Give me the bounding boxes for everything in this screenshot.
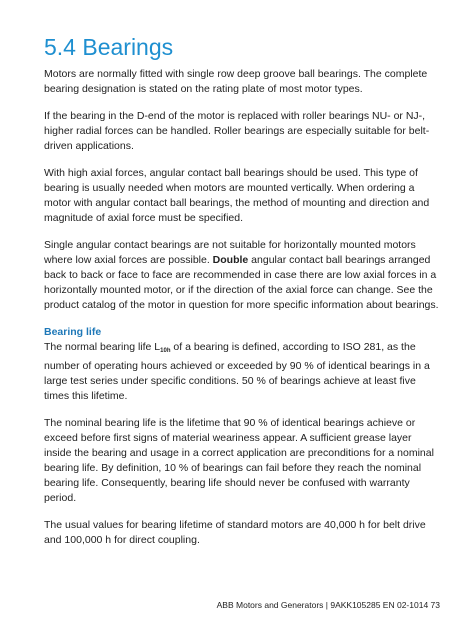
paragraph-double-bearings-end: angular contact ball bearings arranged back to back or face to face are recommended in case there are low axial forces in a horizontally mounted motor, or if the direction of the axial force can change. See the product catalog of the motor in question for more specific information about bearings. xyxy=(44,254,439,311)
bearing-life-subscript: 10h xyxy=(160,348,171,354)
page-footer: ABB Motors and Generators | 9AKK105285 EN 02-1014 73 xyxy=(216,600,440,610)
paragraph-double-bearings-start: Single angular contact bearings are not suitable for horizontally mounted motors where low axial forces are possible. xyxy=(44,239,416,266)
bearing-life-definition-start: The normal bearing life L xyxy=(44,341,161,353)
paragraph-double-bearings xyxy=(44,238,440,313)
bearing-life-heading: Bearing life xyxy=(44,326,102,338)
paragraph-angular-contact: With high axial forces, angular contact ball bearings should be used. This type of bearing is usually needed when motors are mounted vertically. When ordering a motor with angular contact ball bearings, the method of mounting and direction and magnitude of axial force must be specified. xyxy=(44,167,430,224)
document-body xyxy=(44,67,440,560)
paragraph-nominal-life: The nominal bearing life is the lifetime that 90 % of identical bearings achieve or exceed before first signs of material weariness appear. A sufficient grease layer inside the bearing and usage in a correct application are preconditions for a nominal bearing life. By definition, 10 % of bearings can fail before they reach the nominal bearing life. Consequently, bearing life should never be confused with warranty period. xyxy=(44,417,434,504)
page-title: 5.4 Bearings xyxy=(44,34,174,60)
paragraph-bearing-life-definition xyxy=(44,340,440,404)
paragraph-ball-bearings: Motors are normally fitted with single row deep groove ball bearings. The complete bearing designation is stated on the rating plate of most motor types. xyxy=(44,68,428,95)
paragraph-roller-bearings: If the bearing in the D-end of the motor is replaced with roller bearings NU- or NJ-, higher radial forces can be handled. Roller bearings are especially suitable for belt-driven applications. xyxy=(44,110,430,152)
paragraph-usual-values: The usual values for bearing lifetime of standard motors are 40,000 h for belt drive and 100,000 h for direct coupling. xyxy=(44,519,426,546)
bearing-life-definition-end: of a bearing is defined, according to ISO 281, as the number of operating hours achieved or exceeded by 90 % of identical bearings in a large test series under specific conditions. 50 % of bearings achieve at least five times this lifetime. xyxy=(44,341,430,402)
paragraph-double-bearings-bold: Double xyxy=(212,254,249,266)
